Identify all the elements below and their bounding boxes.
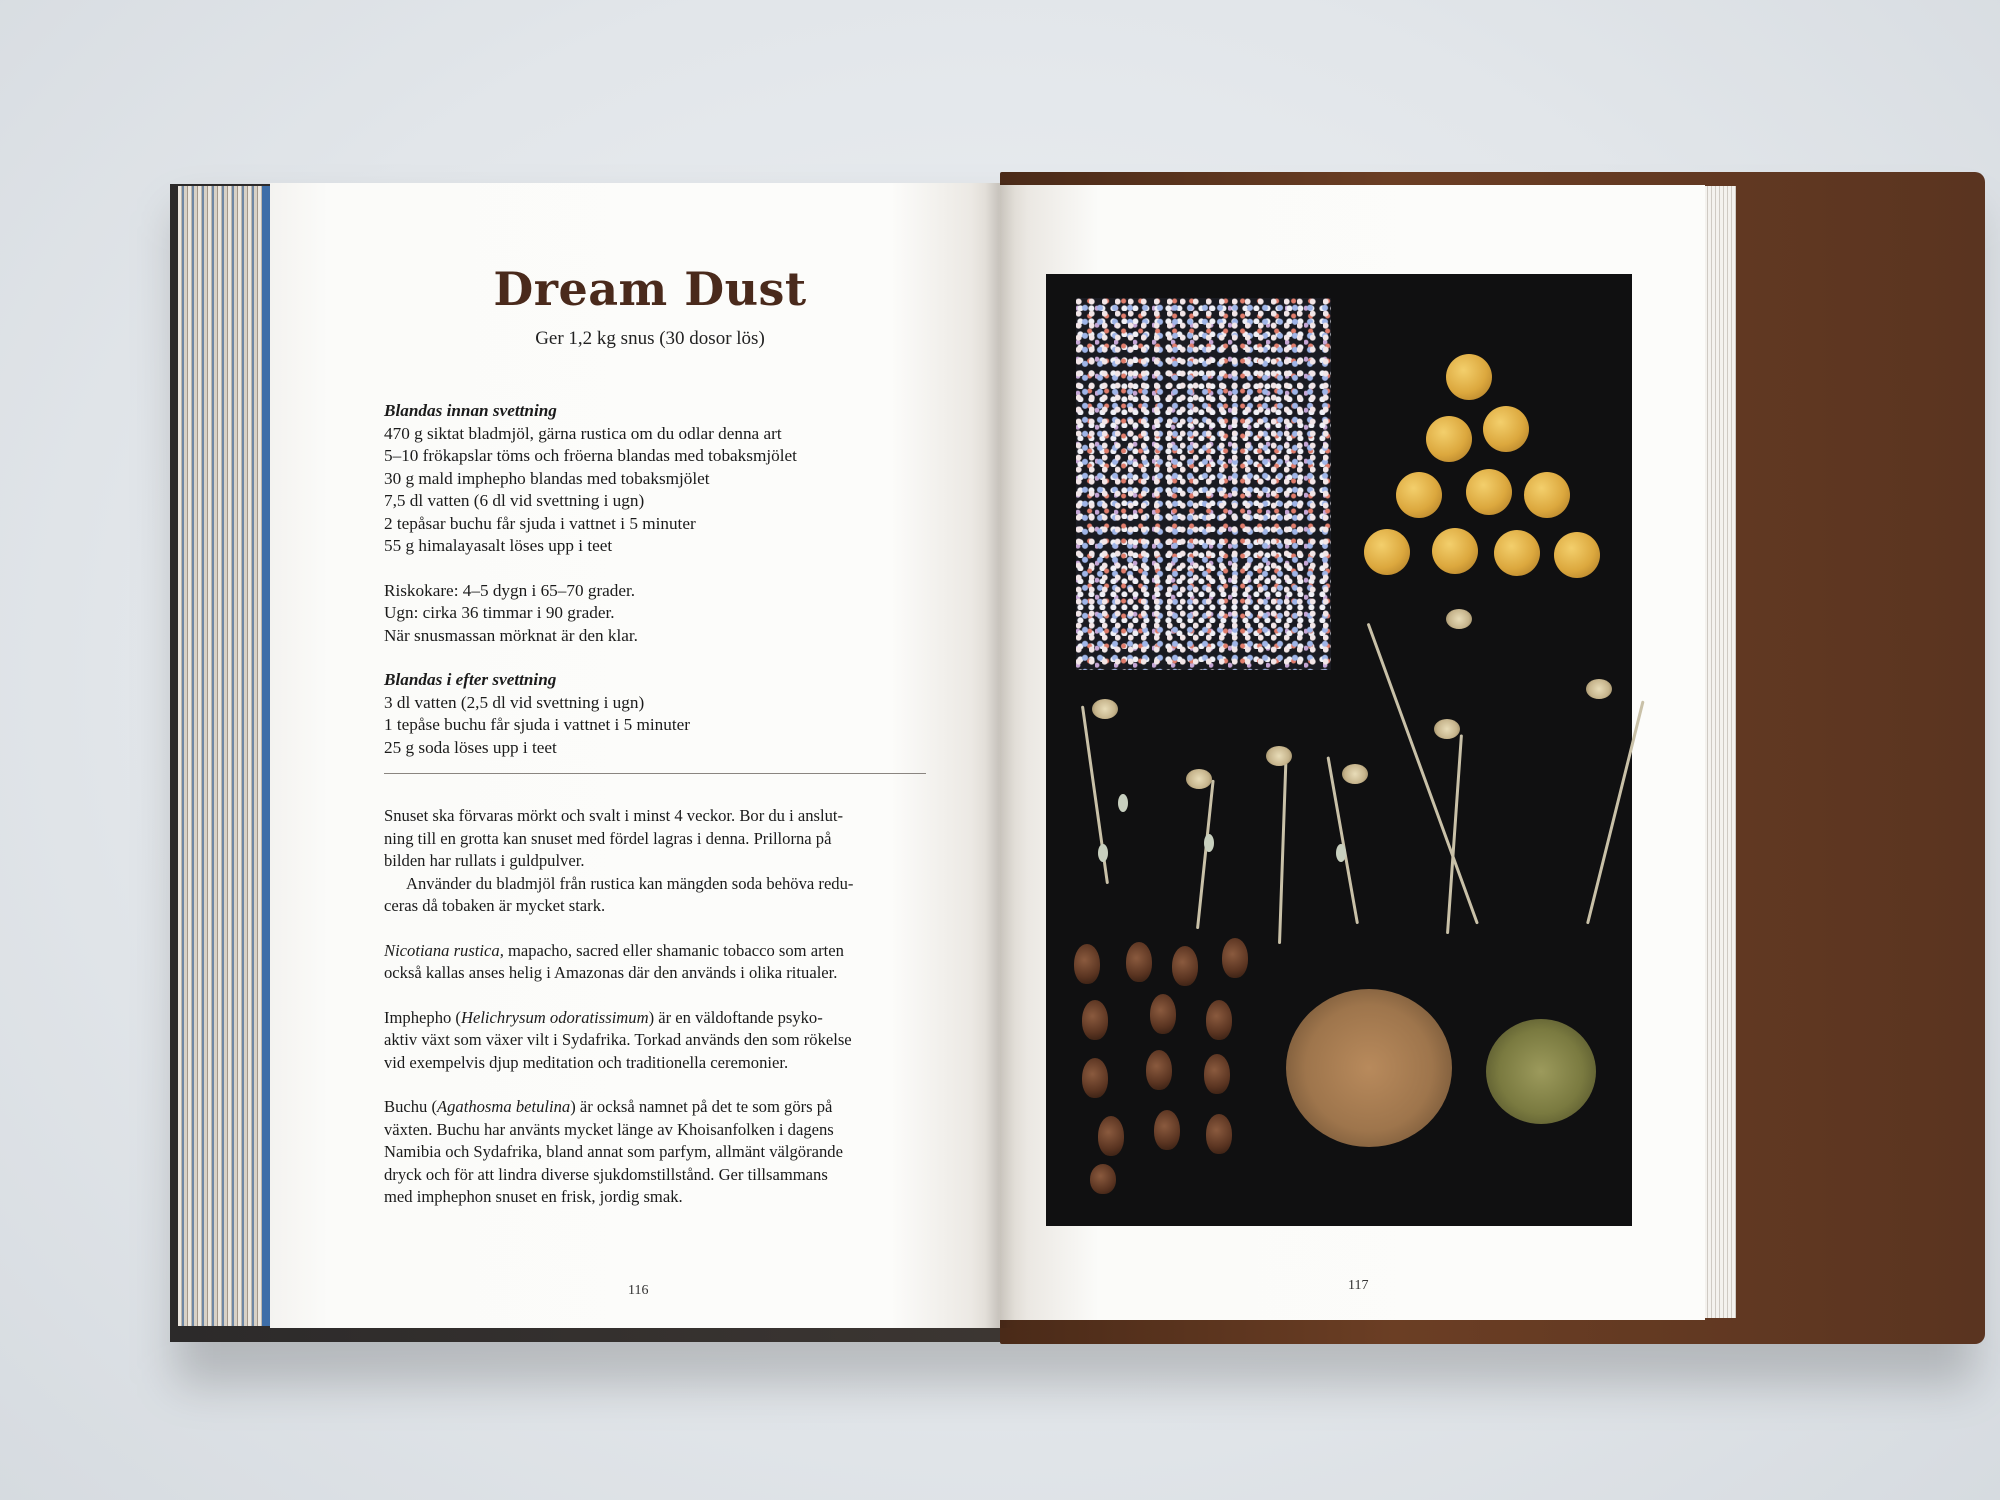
- method-line: När snusmassan mörknat är den klar.: [384, 625, 638, 645]
- left-page-stack: [178, 186, 273, 1326]
- seed-pod: [1090, 1164, 1116, 1194]
- seed-pod: [1172, 946, 1198, 986]
- rustica-note-line: ceras då tobaken är mycket stark.: [384, 896, 606, 915]
- buchu-paragraph: Buchu (Agathosma betulina) är också namnet på det te som görs på: [384, 1097, 833, 1116]
- dried-flower: [1092, 699, 1118, 719]
- dried-herb-stem: [1367, 623, 1479, 925]
- imphepho-paragraph-line: vid exempelvis djup meditation och traditionella ceremonier.: [384, 1052, 789, 1072]
- snus-ball: [1396, 472, 1442, 518]
- seed-pod: [1204, 1054, 1230, 1094]
- seed-pod: [1146, 1050, 1172, 1090]
- nicotiana-paragraph: Nicotiana rustica, mapacho, sacred eller shamanic tobacco som arten: [384, 940, 844, 960]
- snus-ball: [1524, 472, 1570, 518]
- seed-pod: [1206, 1000, 1232, 1040]
- method-line: Riskokare: 4–5 dygn i 65–70 grader.: [384, 580, 636, 600]
- dried-flower: [1342, 764, 1368, 784]
- seed-pod: [1074, 944, 1100, 984]
- imphepho-paragraph: Imphepho (Helichrysum odoratissimum) är en väldoftande psyko-: [384, 1007, 823, 1027]
- storage-line: bilden har rullats i guldpulver.: [384, 851, 585, 870]
- ingredients-photo: [1046, 274, 1632, 1226]
- ingredient-line: 3 dl vatten (2,5 dl vid svettning i ugn): [384, 692, 645, 712]
- buchu-paragraph-line: dryck och för att lindra diverse sjukdomstillstånd. Ger tillsammans: [384, 1164, 828, 1184]
- seed-pod: [1154, 1110, 1180, 1150]
- ingredient-line: 25 g soda löses upp i teet: [384, 737, 557, 757]
- seed-pod: [1082, 1058, 1108, 1098]
- ingredient-line: 7,5 dl vatten (6 dl vid svettning i ugn): [384, 491, 645, 510]
- herb-leaf: [1204, 834, 1214, 852]
- method-line: Ugn: cirka 36 timmar i 90 grader.: [384, 603, 615, 622]
- section-divider: [384, 773, 926, 774]
- recipe-yield: Ger 1,2 kg snus (30 dosor lös): [535, 328, 765, 349]
- snus-ball: [1494, 530, 1540, 576]
- ingredient-line: 2 tepåsar buchu får sjuda i vattnet i 5 minuter: [384, 513, 696, 533]
- dried-flower: [1434, 719, 1460, 739]
- right-page-stack: [1700, 186, 1736, 1318]
- ingredient-line: 55 g himalayasalt löses upp i teet: [384, 536, 613, 555]
- ingredient-line: 5–10 frökapslar töms och fröerna blandas med tobaksmjölet: [384, 446, 797, 465]
- seed-pod: [1098, 1116, 1124, 1156]
- ingredient-line: 470 g siktat bladmjöl, gärna rustica om du odlar denna art: [384, 423, 782, 443]
- ingredient-line: 1 tepåse buchu får sjuda i vattnet i 5 minuter: [384, 715, 690, 734]
- herb-leaf: [1098, 844, 1108, 862]
- dried-herb-stem: [1196, 780, 1215, 929]
- storage-line: ning till en grotta kan snuset med fördel lagras i denna. Prillorna på: [384, 828, 832, 848]
- dried-flower: [1586, 679, 1612, 699]
- snus-ball: [1364, 529, 1410, 575]
- nicotiana-paragraph-line: också kallas anses helig i Amazonas där den används i olika ritualer.: [384, 963, 838, 982]
- ingredient-line: 30 g mald imphepho blandas med tobaksmjölet: [384, 468, 710, 488]
- page-edge-stripe: [262, 186, 270, 1326]
- herb-leaf: [1336, 844, 1346, 862]
- snus-ball: [1426, 416, 1472, 462]
- dried-flower: [1266, 746, 1292, 766]
- notes-block: [384, 805, 929, 1209]
- section-heading-after: Blandas i efter svettning: [384, 670, 557, 689]
- dried-flower: [1446, 609, 1472, 629]
- imphepho-paragraph-line: aktiv växt som växer vilt i Sydafrika. Torkad används den som rökelse: [384, 1030, 852, 1049]
- herb-powder: [1486, 1019, 1596, 1124]
- dried-herb-stem: [1278, 754, 1288, 944]
- seed-pod: [1126, 942, 1152, 982]
- book-gutter: [985, 183, 1015, 1328]
- dried-herb-stem: [1446, 734, 1463, 934]
- seed-pod: [1206, 1114, 1232, 1154]
- ingredients-block: [384, 400, 929, 759]
- herb-leaf: [1118, 794, 1128, 812]
- buchu-paragraph-line: växten. Buchu har använts mycket länge av Khoisanfolken i dagens: [384, 1119, 834, 1139]
- page-number-right: 117: [1348, 1278, 1369, 1293]
- species-name: Nicotiana rustica,: [384, 940, 504, 960]
- seed-pod: [1222, 938, 1248, 978]
- snus-ball: [1446, 354, 1492, 400]
- recipe-title: Dream Dust: [493, 262, 807, 316]
- snus-ball: [1466, 469, 1512, 515]
- rustica-note-line: Använder du bladmjöl från rustica kan mängden soda behöva redu-: [406, 873, 854, 893]
- salt-crystals: [1076, 298, 1331, 670]
- page-number-left: 116: [628, 1283, 649, 1298]
- species-name: Helichrysum odoratissimum: [460, 1007, 649, 1027]
- snus-ball: [1554, 532, 1600, 578]
- storage-line: Snuset ska förvaras mörkt och svalt i minst 4 veckor. Bor du i anslut-: [384, 806, 844, 825]
- species-name: Agathosma betulina: [437, 1097, 571, 1116]
- seed-pod: [1082, 1000, 1108, 1040]
- seed-pod: [1150, 994, 1176, 1034]
- tobacco-powder: [1286, 989, 1452, 1147]
- buchu-paragraph-line: Namibia och Sydafrika, bland annat som parfym, allmänt välgörande: [384, 1142, 843, 1161]
- snus-ball: [1432, 528, 1478, 574]
- snus-ball: [1483, 406, 1529, 452]
- dried-flower: [1186, 769, 1212, 789]
- buchu-paragraph-line: med imphephon snuset en frisk, jordig smak.: [384, 1187, 683, 1206]
- section-heading-before: Blandas innan svettning: [384, 401, 557, 420]
